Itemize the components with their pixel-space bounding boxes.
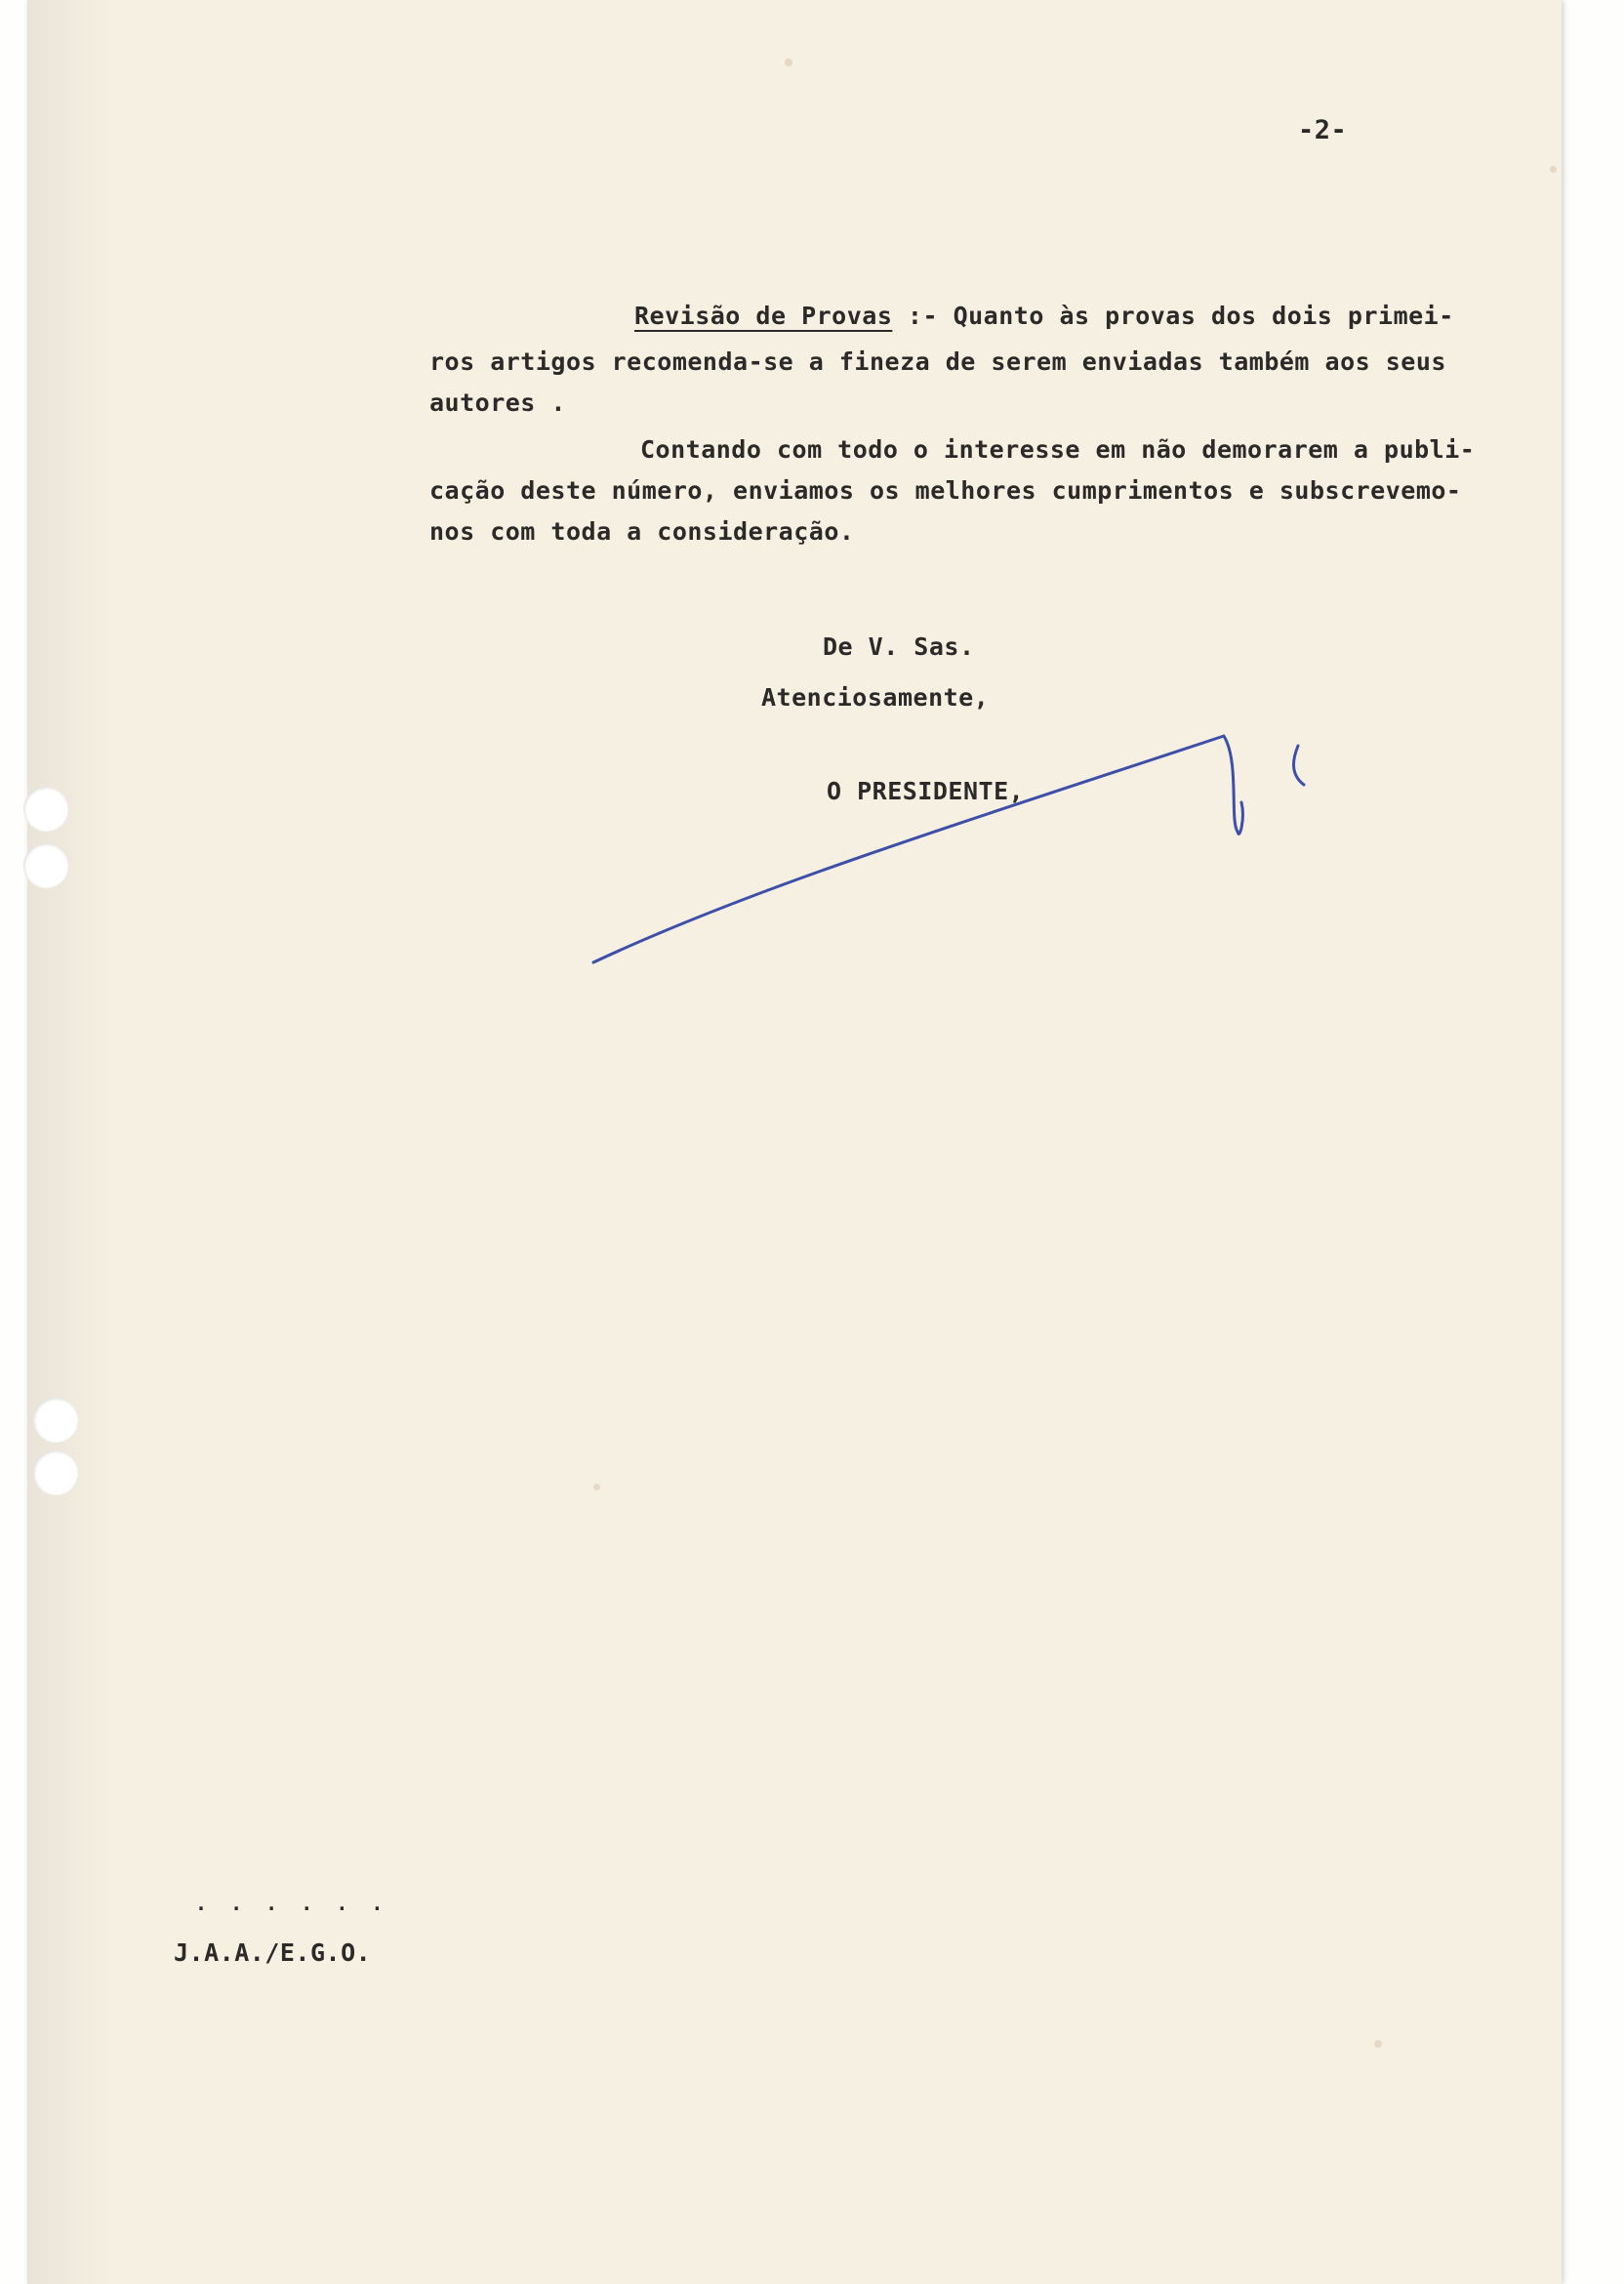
- punch-hole: [33, 1450, 78, 1495]
- paragraph-line: autores .: [429, 388, 566, 417]
- paragraph-line: [634, 304, 1454, 328]
- punch-hole: [23, 843, 68, 888]
- paragraph-line: nos com toda a consideração.: [429, 517, 855, 546]
- foxing-spot: [593, 1484, 600, 1490]
- paragraph-line: cação deste número, enviamos os melhores cumprimentos e subscrevemo-: [429, 476, 1462, 505]
- punch-hole: [23, 787, 68, 832]
- section-heading: Revisão de Provas: [634, 302, 893, 330]
- paragraph-text: :- Quanto às provas dos dois primei-: [892, 302, 1454, 330]
- reference-initials: J.A.A./E.G.O.: [174, 1938, 372, 1967]
- paragraph-line: ros artigos recomenda-se a fineza de serem enviadas também aos seus: [429, 347, 1446, 376]
- punch-hole: [33, 1398, 78, 1443]
- page-number: -2-: [1298, 115, 1348, 145]
- foxing-spot: [1374, 2040, 1382, 2048]
- paper-shadow-edge: [27, 0, 115, 2284]
- paragraph-line: Contando com todo o interesse em não demorarem a publi-: [640, 435, 1476, 464]
- dotted-separator: . . . . . .: [195, 1892, 389, 1915]
- foxing-spot: [1550, 166, 1557, 173]
- salutation: De V. Sas.: [823, 632, 975, 661]
- valediction: Atenciosamente,: [761, 683, 990, 712]
- foxing-spot: [785, 59, 792, 66]
- signatory-title: O PRESIDENTE,: [827, 777, 1025, 805]
